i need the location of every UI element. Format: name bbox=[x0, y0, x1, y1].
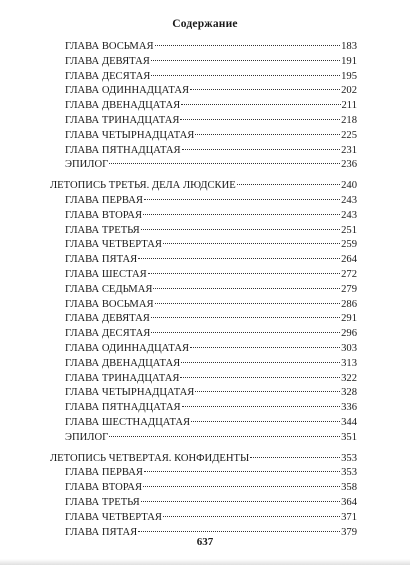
toc-entry[interactable] bbox=[50, 209, 357, 224]
toc-part-page: 353 bbox=[341, 452, 357, 464]
toc-entry-page: 191 bbox=[341, 55, 357, 67]
toc-entry[interactable] bbox=[50, 298, 357, 313]
toc-entry[interactable] bbox=[50, 253, 357, 268]
leader-dots bbox=[190, 347, 340, 348]
toc-entry[interactable] bbox=[50, 312, 357, 327]
toc-entry-page: 264 bbox=[341, 254, 357, 266]
toc-entry[interactable] bbox=[50, 114, 357, 129]
leader-dots bbox=[148, 273, 340, 274]
leader-dots bbox=[151, 332, 340, 333]
toc-entry-label: ГЛАВА ТРЕТЬЯ bbox=[65, 224, 140, 236]
toc-entry-page: 183 bbox=[341, 41, 357, 52]
toc-entry-page: 351 bbox=[341, 431, 357, 443]
toc-entry-label: ГЛАВА ПЕРВАЯ bbox=[65, 467, 143, 479]
toc-entry-label: ГЛАВА ПЯТАЯ bbox=[65, 254, 138, 266]
page-number: 637 bbox=[196, 536, 214, 548]
toc-entry[interactable] bbox=[50, 84, 357, 99]
toc-entry-label: ЭПИЛОГ bbox=[65, 431, 109, 443]
toc-entry[interactable] bbox=[50, 158, 357, 173]
leader-dots bbox=[151, 75, 340, 76]
toc-entry-label: ГЛАВА ПЕРВАЯ bbox=[65, 194, 143, 206]
toc-entry-page: 353 bbox=[341, 467, 357, 479]
leader-dots bbox=[181, 362, 340, 363]
toc-entry-page: 243 bbox=[341, 209, 357, 221]
toc-entry-page: 218 bbox=[341, 114, 357, 126]
toc-entry-label: ГЛАВА ПЯТНАДЦАТАЯ bbox=[65, 144, 181, 156]
leader-dots bbox=[138, 258, 340, 259]
toc-entry-page: 231 bbox=[341, 144, 357, 156]
leader-dots bbox=[190, 89, 340, 90]
toc-entry-label: ГЛАВА ЧЕТВЕРТАЯ bbox=[65, 511, 162, 523]
toc-entry[interactable] bbox=[50, 342, 357, 357]
toc-entry[interactable] bbox=[50, 481, 357, 496]
toc-entry-page: 336 bbox=[341, 402, 357, 414]
toc-entry-page: 291 bbox=[341, 313, 357, 325]
leader-dots bbox=[143, 486, 340, 487]
toc-entry-label: ГЛАВА ШЕСТАЯ bbox=[65, 268, 147, 280]
leader-dots bbox=[163, 516, 340, 517]
toc-entry-page: 313 bbox=[341, 357, 357, 369]
toc-entry-label: ГЛАВА СЕДЬМАЯ bbox=[65, 283, 153, 295]
toc-entry-page: 195 bbox=[341, 70, 357, 82]
toc-entry-label: ГЛАВА ДВЕНАДЦАТАЯ bbox=[65, 357, 181, 369]
toc-entry-page: 364 bbox=[341, 496, 357, 508]
toc-entry[interactable] bbox=[50, 144, 357, 159]
toc-entry-page: 272 bbox=[341, 268, 357, 280]
toc-entry[interactable] bbox=[50, 238, 357, 253]
toc-entry-page: 211 bbox=[341, 100, 357, 112]
leader-dots bbox=[151, 60, 340, 61]
leader-dots bbox=[195, 391, 340, 392]
toc-entry-page: 279 bbox=[341, 283, 357, 295]
toc-entry-label: ГЛАВА ШЕСТНАДЦАТАЯ bbox=[65, 416, 191, 428]
leader-dots bbox=[141, 501, 340, 502]
toc-entry-page: 243 bbox=[341, 194, 357, 206]
toc-entry-label: ГЛАВА ПЯТНАДЦАТАЯ bbox=[65, 402, 181, 414]
leader-dots bbox=[237, 184, 340, 185]
toc-part-label: ЛЕТОПИСЬ ЧЕТВЕРТАЯ. КОНФИДЕНТЫ bbox=[50, 452, 250, 464]
leader-dots bbox=[191, 421, 340, 422]
leader-dots bbox=[151, 317, 340, 318]
toc-entry[interactable] bbox=[50, 224, 357, 239]
toc-entry-page: 251 bbox=[341, 224, 357, 236]
toc-entry-label: ГЛАВА ЧЕТЫРНАДЦАТАЯ bbox=[65, 129, 195, 141]
toc-entry[interactable] bbox=[50, 372, 357, 387]
toc-entry[interactable] bbox=[50, 357, 357, 372]
leader-dots bbox=[109, 163, 340, 164]
toc-entry-page: 371 bbox=[341, 511, 357, 523]
toc-part-heading[interactable] bbox=[50, 452, 357, 467]
toc-entry[interactable] bbox=[50, 55, 357, 70]
leader-dots bbox=[163, 243, 340, 244]
page-title: Содержание bbox=[172, 18, 238, 30]
leader-dots bbox=[155, 303, 341, 304]
leader-dots bbox=[182, 149, 341, 150]
toc-entry-label: ГЛАВА ВОСЬМАЯ bbox=[65, 298, 154, 310]
toc-entry[interactable] bbox=[50, 496, 357, 511]
leader-dots bbox=[155, 45, 341, 46]
toc-entry-label: ГЛАВА ПЯТАЯ bbox=[65, 526, 138, 538]
toc-entry-page: 296 bbox=[341, 328, 357, 340]
toc-entry[interactable] bbox=[50, 268, 357, 283]
toc-entry-label: ГЛАВА ЧЕТЫРНАДЦАТАЯ bbox=[65, 387, 195, 399]
table-of-contents bbox=[50, 40, 357, 540]
toc-entry[interactable] bbox=[50, 511, 357, 526]
toc-entry[interactable] bbox=[50, 194, 357, 209]
toc-entry[interactable] bbox=[50, 99, 357, 114]
toc-entry-label: ГЛАВА ДЕВЯТАЯ bbox=[65, 55, 150, 67]
leader-dots bbox=[144, 199, 340, 200]
leader-dots bbox=[250, 457, 340, 458]
leader-dots bbox=[180, 377, 340, 378]
toc-entry[interactable] bbox=[50, 416, 357, 431]
leader-dots bbox=[182, 406, 341, 407]
toc-entry[interactable] bbox=[50, 466, 357, 481]
leader-dots bbox=[109, 436, 340, 437]
toc-entry[interactable] bbox=[50, 386, 357, 401]
toc-part-label: ЛЕТОПИСЬ ТРЕТЬЯ. ДЕЛА ЛЮДСКИЕ bbox=[50, 180, 236, 192]
toc-entry[interactable] bbox=[50, 431, 357, 446]
toc-entry-page: 303 bbox=[341, 342, 357, 354]
toc-part-heading[interactable] bbox=[50, 179, 357, 194]
toc-entry-label: ГЛАВА ВТОРАЯ bbox=[65, 482, 143, 494]
toc-entry-page: 236 bbox=[341, 159, 357, 171]
toc-entry[interactable] bbox=[50, 129, 357, 144]
toc-entry-label: ГЛАВА ОДИННАДЦАТАЯ bbox=[65, 342, 190, 354]
toc-entry-label: ЭПИЛОГ bbox=[65, 159, 109, 171]
toc-entry[interactable] bbox=[50, 283, 357, 298]
leader-dots bbox=[143, 214, 340, 215]
toc-part-page: 240 bbox=[341, 180, 357, 192]
toc-entry-label: ГЛАВА ВОСЬМАЯ bbox=[65, 41, 154, 52]
leader-dots bbox=[195, 134, 340, 135]
toc-entry[interactable] bbox=[50, 327, 357, 342]
leader-dots bbox=[144, 471, 340, 472]
toc-entry-page: 259 bbox=[341, 239, 357, 251]
toc-entry-label: ГЛАВА ДЕСЯТАЯ bbox=[65, 328, 151, 340]
toc-entry[interactable] bbox=[50, 401, 357, 416]
page-edge-shadow bbox=[0, 559, 410, 565]
toc-entry-page: 328 bbox=[341, 387, 357, 399]
toc-entry-page: 202 bbox=[341, 85, 357, 97]
toc-entry-label: ГЛАВА ТРИНАДЦАТАЯ bbox=[65, 372, 180, 384]
toc-entry-page: 358 bbox=[341, 482, 357, 494]
toc-entry-label: ГЛАВА ДЕВЯТАЯ bbox=[65, 313, 150, 325]
toc-entry[interactable] bbox=[50, 70, 357, 85]
toc-entry-label: ГЛАВА ДЕСЯТАЯ bbox=[65, 70, 151, 82]
toc-entry-label: ГЛАВА ЧЕТВЕРТАЯ bbox=[65, 239, 162, 251]
leader-dots bbox=[181, 104, 340, 105]
toc-entry-page: 286 bbox=[341, 298, 357, 310]
toc-entry-label: ГЛАВА ДВЕНАДЦАТАЯ bbox=[65, 100, 181, 112]
toc-entry[interactable] bbox=[50, 40, 357, 55]
leader-dots bbox=[138, 531, 340, 532]
leader-dots bbox=[153, 288, 340, 289]
toc-entry-label: ГЛАВА ТРЕТЬЯ bbox=[65, 496, 140, 508]
toc-entry-page: 344 bbox=[341, 416, 357, 428]
toc-entry-page: 379 bbox=[341, 526, 357, 538]
leader-dots bbox=[141, 229, 340, 230]
toc-entry-page: 322 bbox=[341, 372, 357, 384]
toc-entry-label: ГЛАВА ТРИНАДЦАТАЯ bbox=[65, 114, 180, 126]
toc-entry-label: ГЛАВА ОДИННАДЦАТАЯ bbox=[65, 85, 190, 97]
leader-dots bbox=[180, 119, 340, 120]
toc-entry-label: ГЛАВА ВТОРАЯ bbox=[65, 209, 143, 221]
toc-entry-page: 225 bbox=[341, 129, 357, 141]
